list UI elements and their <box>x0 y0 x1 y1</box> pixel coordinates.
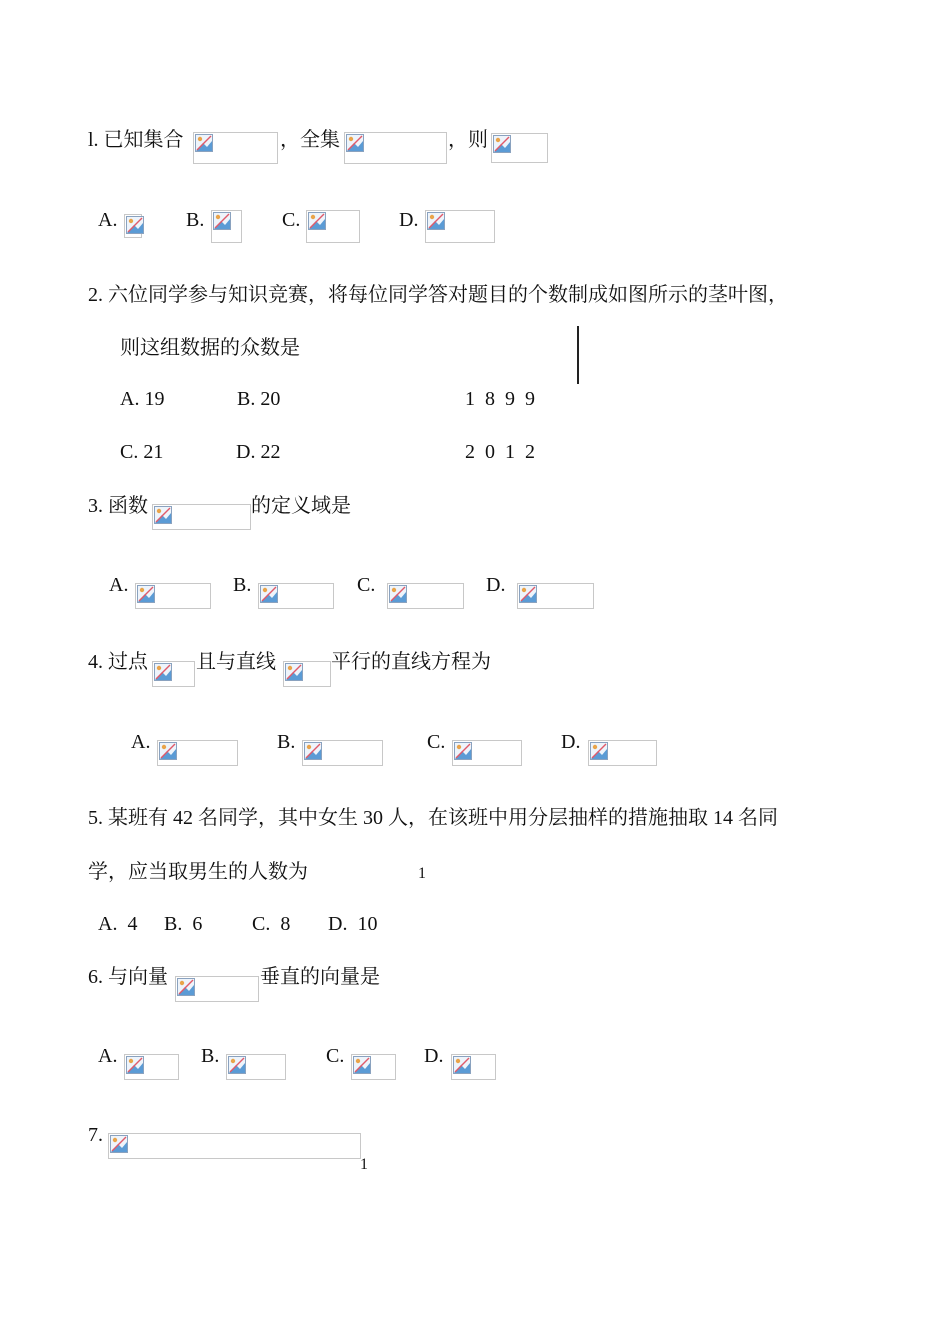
broken-image-icon <box>228 1056 246 1074</box>
broken-image-icon <box>154 506 172 524</box>
q1-opt-a: A. <box>98 209 118 231</box>
q6-opt-d-image <box>451 1054 496 1080</box>
q4-point-image <box>152 661 195 687</box>
q3-opt-a: A. <box>109 574 129 596</box>
q4-opt-c: C. <box>427 731 446 753</box>
q4-line-image <box>283 661 331 687</box>
stem-leaf-divider <box>577 326 579 384</box>
broken-image-icon <box>154 663 172 681</box>
q1-universal-image <box>344 132 447 164</box>
broken-image-icon <box>304 742 322 760</box>
q5-line1: 5. 某班有 42 名同学，其中女生 30 人，在该班中用分层抽样的措施抽取 14 名同 <box>88 807 778 829</box>
q3-opt-d-image <box>517 583 594 609</box>
broken-image-icon <box>195 134 213 152</box>
q2-opt-a: A. 19 <box>120 388 165 410</box>
q3-opt-b: B. <box>233 574 252 596</box>
q3-opt-c: C. <box>357 574 376 596</box>
q2-line1: 2. 六位同学参与知识竞赛，将每位同学答对题目的个数制成如图所示的茎叶图， <box>88 284 788 306</box>
q1-expr-image <box>491 133 548 163</box>
broken-image-icon <box>126 216 144 234</box>
q2-line2: 则这组数据的众数是 <box>120 337 300 359</box>
broken-image-icon <box>346 134 364 152</box>
q1-mid2: ，则 <box>448 129 488 151</box>
q7-prefix: 7. <box>88 1124 103 1146</box>
broken-image-icon <box>308 212 326 230</box>
q3-opt-b-image <box>258 583 334 609</box>
q4-opt-b: B. <box>277 731 296 753</box>
q1-opt-d-image <box>425 210 495 243</box>
broken-image-icon <box>519 585 537 603</box>
broken-image-icon <box>260 585 278 603</box>
broken-image-icon <box>110 1135 128 1153</box>
broken-image-icon <box>353 1056 371 1074</box>
q6-vector-image <box>175 976 259 1002</box>
q5-opt-d: D. 10 <box>328 913 378 935</box>
q6-opt-a-image <box>124 1054 179 1080</box>
q6-opt-c: C. <box>326 1045 345 1067</box>
broken-image-icon <box>427 212 445 230</box>
q4-opt-b-image <box>302 740 383 766</box>
q3-opt-a-image <box>135 583 211 609</box>
broken-image-icon <box>493 135 511 153</box>
broken-image-icon <box>285 663 303 681</box>
q6-prefix: 6. 与向量 <box>88 966 168 988</box>
q1-opt-c-image <box>306 210 360 243</box>
broken-image-icon <box>389 585 407 603</box>
q4-mid: 且与直线 <box>196 651 276 673</box>
broken-image-icon <box>137 585 155 603</box>
q1-opt-b: B. <box>186 209 205 231</box>
q4-suffix: 平行的直线方程为 <box>331 651 491 673</box>
q5-opt-b: B. 6 <box>164 913 203 935</box>
q3-opt-d: D. <box>486 574 506 596</box>
q1-opt-a-image <box>124 214 142 238</box>
broken-image-icon <box>590 742 608 760</box>
q5-page-mark: 1 <box>418 865 426 882</box>
q6-opt-b-image <box>226 1054 286 1080</box>
q7-image <box>108 1133 361 1159</box>
q6-opt-c-image <box>351 1054 396 1080</box>
q1-set-image <box>193 132 278 164</box>
q6-suffix: 垂直的向量是 <box>260 966 380 988</box>
q2-opt-c: C. 21 <box>120 441 164 463</box>
broken-image-icon <box>454 742 472 760</box>
q4-opt-d: D. <box>561 731 581 753</box>
q5-line2: 学，应当取男生的人数为 <box>88 861 308 883</box>
q6-opt-a: A. <box>98 1045 118 1067</box>
q6-opt-d: D. <box>424 1045 444 1067</box>
q3-prefix: 3. 函数 <box>88 495 148 517</box>
q3-opt-c-image <box>387 583 464 609</box>
broken-image-icon <box>159 742 177 760</box>
q5-opt-c: C. 8 <box>252 913 291 935</box>
q6-opt-b: B. <box>201 1045 220 1067</box>
broken-image-icon <box>177 978 195 996</box>
stem-leaf-row-2: 2 0 1 2 <box>465 441 535 463</box>
q1-opt-d: D. <box>399 209 419 231</box>
q4-prefix: 4. 过点 <box>88 651 148 673</box>
q1-prefix: l. 已知集合 <box>88 129 184 151</box>
q1-mid1: ，全集 <box>280 129 340 151</box>
q5-opt-a: A. 4 <box>98 913 138 935</box>
q7-page-mark: 1 <box>360 1156 368 1173</box>
q2-opt-d: D. 22 <box>236 441 281 463</box>
q4-opt-d-image <box>588 740 657 766</box>
q4-opt-a: A. <box>131 731 151 753</box>
q1-opt-c: C. <box>282 209 301 231</box>
broken-image-icon <box>453 1056 471 1074</box>
q2-opt-b: B. 20 <box>237 388 281 410</box>
broken-image-icon <box>126 1056 144 1074</box>
stem-leaf-row-1: 1 8 9 9 <box>465 388 535 410</box>
q3-func-image <box>152 504 251 530</box>
q4-opt-a-image <box>157 740 238 766</box>
q1-opt-b-image <box>211 210 242 243</box>
broken-image-icon <box>213 212 231 230</box>
q4-opt-c-image <box>452 740 522 766</box>
q3-suffix: 的定义域是 <box>251 495 351 517</box>
